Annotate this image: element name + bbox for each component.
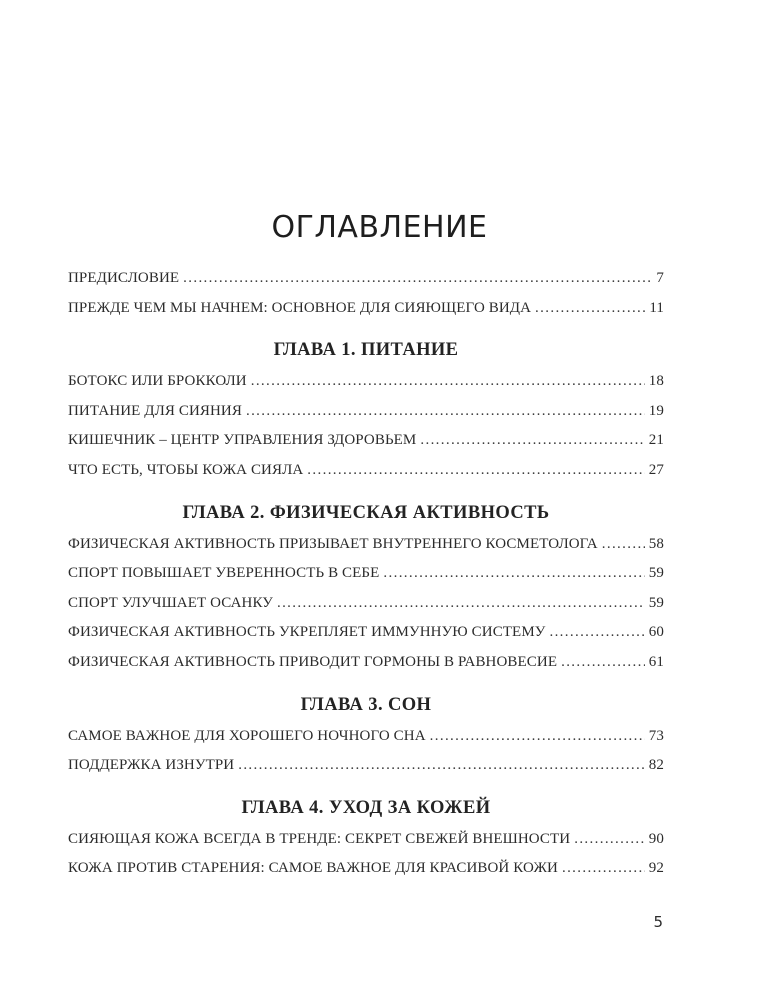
toc-entry-page: 27 — [648, 461, 664, 478]
dot-leader — [535, 300, 645, 317]
toc-entry-label: ЧТО ЕСТЬ, ЧТОБЫ КОЖА СИЯЛА — [68, 461, 304, 478]
toc-entry-page: 90 — [648, 830, 664, 847]
page-title: ОГЛАВЛЕНИЕ — [271, 210, 488, 245]
toc-entry — [68, 595, 664, 625]
toc-entry-label: БОТОКС ИЛИ БРОККОЛИ — [68, 373, 247, 390]
chapter-heading: ГЛАВА 4. УХОД ЗА КОЖЕЙ — [241, 797, 491, 818]
dot-leader — [183, 270, 652, 287]
toc-entry-page: 73 — [648, 727, 664, 744]
toc-entry — [68, 728, 664, 758]
toc-entry — [68, 565, 664, 595]
toc-entry-label: СПОРТ ПОВЫШАЕТ УВЕРЕННОСТЬ В СЕБЕ — [68, 565, 380, 582]
chapter-heading: ГЛАВА 1. ПИТАНИЕ — [273, 340, 459, 361]
toc-entry-label: ПРЕДИСЛОВИЕ — [68, 270, 180, 286]
toc-entry — [68, 757, 664, 787]
toc-entry-page: 21 — [648, 432, 664, 449]
toc-entry-page: 18 — [648, 373, 664, 390]
toc-entry — [68, 373, 664, 403]
toc-entry-label: СИЯЮЩАЯ КОЖА ВСЕГДА В ТРЕНДЕ: СЕКРЕТ СВЕЖЕЙ ВНЕШНОСТИ — [68, 830, 571, 847]
toc-entry-page: 61 — [648, 653, 664, 670]
toc-entry-page: 59 — [648, 565, 664, 582]
toc-entry — [68, 624, 664, 654]
toc-entry — [68, 654, 664, 684]
dot-leader — [549, 624, 644, 641]
toc-entry-page: 7 — [656, 270, 664, 286]
toc-entry — [68, 270, 664, 300]
toc-entry-label: ПРЕЖДЕ ЧЕМ МЫ НАЧНЕМ: ОСНОВНОЕ ДЛЯ СИЯЮЩЕГО ВИДА — [68, 299, 532, 316]
dot-leader — [277, 595, 645, 612]
toc-entry-page: 11 — [649, 299, 664, 316]
toc-entry — [68, 860, 664, 890]
dot-leader — [562, 860, 645, 877]
toc-entry-label: ПОДДЕРЖКА ИЗНУТРИ — [68, 757, 235, 774]
toc-entry-label: СПОРТ УЛУЧШАЕТ ОСАНКУ — [68, 594, 273, 611]
toc-entry — [68, 300, 664, 330]
dot-leader — [307, 462, 645, 479]
toc-entry-label: КОЖА ПРОТИВ СТАРЕНИЯ: САМОЕ ВАЖНОЕ ДЛЯ КРАСИВОЙ КОЖИ — [68, 860, 558, 877]
toc-entry-label: САМОЕ ВАЖНОЕ ДЛЯ ХОРОШЕГО НОЧНОГО СНА — [68, 727, 426, 744]
dot-leader — [238, 757, 645, 774]
page-number: 5 — [653, 913, 663, 931]
toc-entry-label: ФИЗИЧЕСКАЯ АКТИВНОСТЬ ПРИЗЫВАЕТ ВНУТРЕННЕГО КОСМЕТОЛОГА — [68, 535, 598, 552]
dot-leader — [602, 536, 645, 553]
toc-entry-page: 60 — [648, 624, 664, 641]
toc-entry-label: ФИЗИЧЕСКАЯ АКТИВНОСТЬ УКРЕПЛЯЕТ ИММУННУЮ СИСТЕМУ — [68, 624, 546, 641]
toc-entry-label: ФИЗИЧЕСКАЯ АКТИВНОСТЬ ПРИВОДИТ ГОРМОНЫ В РАВНОВЕСИЕ — [68, 653, 558, 670]
toc-entry-page: 19 — [648, 402, 664, 419]
dot-leader — [383, 565, 644, 582]
toc-entry-page: 82 — [648, 757, 664, 774]
chapter-heading: ГЛАВА 2. ФИЗИЧЕСКАЯ АКТИВНОСТЬ — [182, 502, 550, 523]
dot-leader — [420, 432, 644, 449]
toc-entry-label: КИШЕЧНИК – ЦЕНТР УПРАВЛЕНИЯ ЗДОРОВЬЕМ — [68, 432, 417, 449]
toc-entry — [68, 462, 664, 492]
dot-leader — [574, 831, 645, 848]
dot-leader — [251, 373, 645, 390]
toc-entry-page: 59 — [648, 594, 664, 611]
toc-entry — [68, 831, 664, 861]
dot-leader — [561, 654, 645, 671]
dot-leader — [246, 403, 645, 420]
dot-leader — [430, 728, 645, 745]
toc-entry-page: 92 — [648, 860, 664, 877]
toc-entry-page: 58 — [648, 535, 664, 552]
toc-entry — [68, 403, 664, 433]
chapter-heading: ГЛАВА 3. СОН — [300, 694, 432, 715]
table-of-contents — [68, 270, 664, 890]
toc-entry-label: ПИТАНИЕ ДЛЯ СИЯНИЯ — [68, 402, 242, 419]
toc-entry — [68, 432, 664, 462]
toc-entry — [68, 536, 664, 566]
